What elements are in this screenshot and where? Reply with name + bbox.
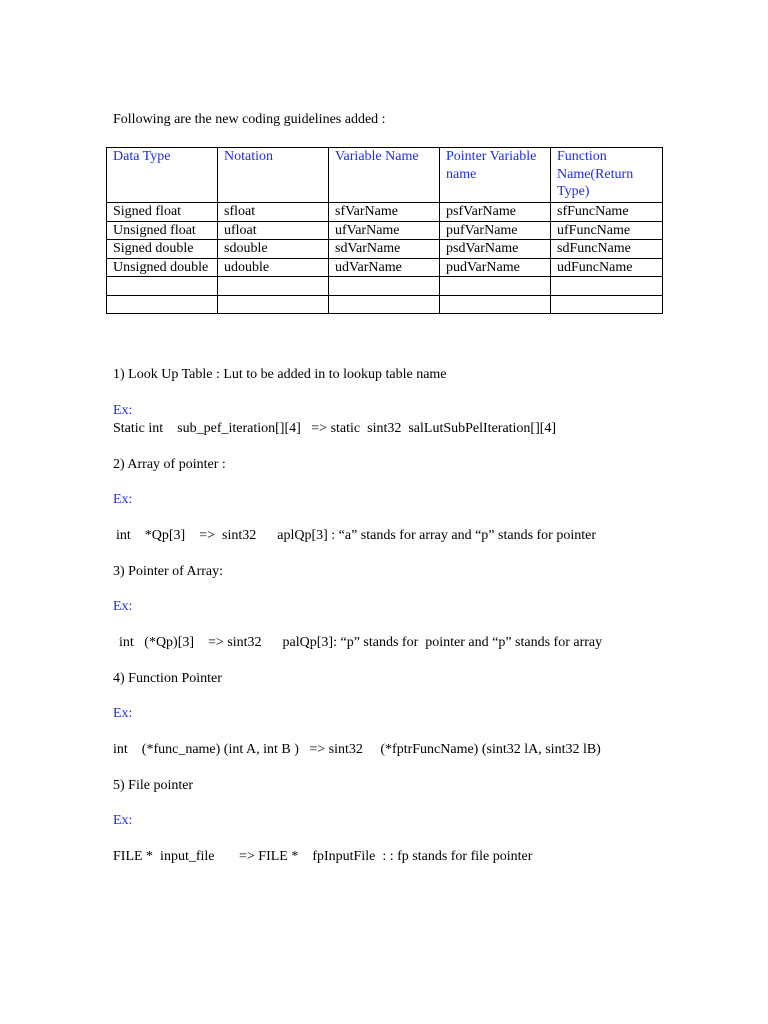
section-file-pointer-code: FILE * input_file => FILE * fpInputFile : : fp stands for file pointer [113,849,533,864]
section-lookup-table-title: 1) Look Up Table : Lut to be added in to lookup table name [113,367,447,382]
table-cell: sfloat [218,203,329,222]
header-cell: Pointer Variable name [440,148,551,203]
table-row [107,258,663,277]
table-header-row [107,148,663,203]
section-array-of-pointer-example-label: Ex: [113,492,133,507]
coding-guidelines-table [106,147,663,314]
table-cell: Signed double [107,240,218,259]
table-cell: sdFuncName [551,240,663,259]
table-cell: sfVarName [329,203,440,222]
table-cell [440,295,551,314]
section-array-of-pointer-code: int *Qp[3] => sint32 aplQp[3] : “a” stands for array and “p” stands for pointer [116,528,596,543]
section-file-pointer-title: 5) File pointer [113,778,194,793]
table-cell [440,277,551,296]
section-lookup-table-example-label: Ex: [113,403,133,418]
table-row-empty [107,277,663,296]
table-cell [551,295,663,314]
table-cell: ufVarName [329,221,440,240]
table-row [107,240,663,259]
header-cell: Data Type [107,148,218,203]
table-cell: sdVarName [329,240,440,259]
table-cell: Signed float [107,203,218,222]
section-function-pointer-title: 4) Function Pointer [113,671,222,686]
table-cell [218,277,329,296]
table-cell: udFuncName [551,258,663,277]
table-cell: pufVarName [440,221,551,240]
intro-text: Following are the new coding guidelines added : [113,112,386,127]
table-cell: ufloat [218,221,329,240]
table-cell [551,277,663,296]
table-cell: sfFuncName [551,203,663,222]
table-cell [218,295,329,314]
section-file-pointer-example-label: Ex: [113,813,133,828]
table-row-empty [107,295,663,314]
table-row [107,221,663,240]
table-cell: psdVarName [440,240,551,259]
table-cell: udouble [218,258,329,277]
header-cell: Function Name(Return Type) [551,148,663,203]
header-cell: Variable Name [329,148,440,203]
section-function-pointer-example-label: Ex: [113,706,133,721]
table-cell [107,277,218,296]
table-cell: Unsigned double [107,258,218,277]
table-cell [107,295,218,314]
table-cell: ufFuncName [551,221,663,240]
table-cell: psfVarName [440,203,551,222]
section-function-pointer-code: int (*func_name) (int A, int B ) => sint32 (*fptrFuncName) (sint32 lA, sint32 lB) [113,742,601,757]
table-cell: sdouble [218,240,329,259]
table-row [107,203,663,222]
section-pointer-of-array-title: 3) Pointer of Array: [113,564,224,579]
table-cell [329,295,440,314]
section-array-of-pointer-title: 2) Array of pointer : [113,457,226,472]
table-cell: udVarName [329,258,440,277]
header-cell: Notation [218,148,329,203]
table-cell [329,277,440,296]
table-cell: Unsigned float [107,221,218,240]
section-lookup-table-code: Static int sub_pef_iteration[][4] => static sint32 salLutSubPelIteration[][4] [113,421,557,436]
section-pointer-of-array-code: int (*Qp)[3] => sint32 palQp[3]: “p” stands for pointer and “p” stands for array [119,635,603,650]
table-cell: pudVarName [440,258,551,277]
section-pointer-of-array-example-label: Ex: [113,599,133,614]
